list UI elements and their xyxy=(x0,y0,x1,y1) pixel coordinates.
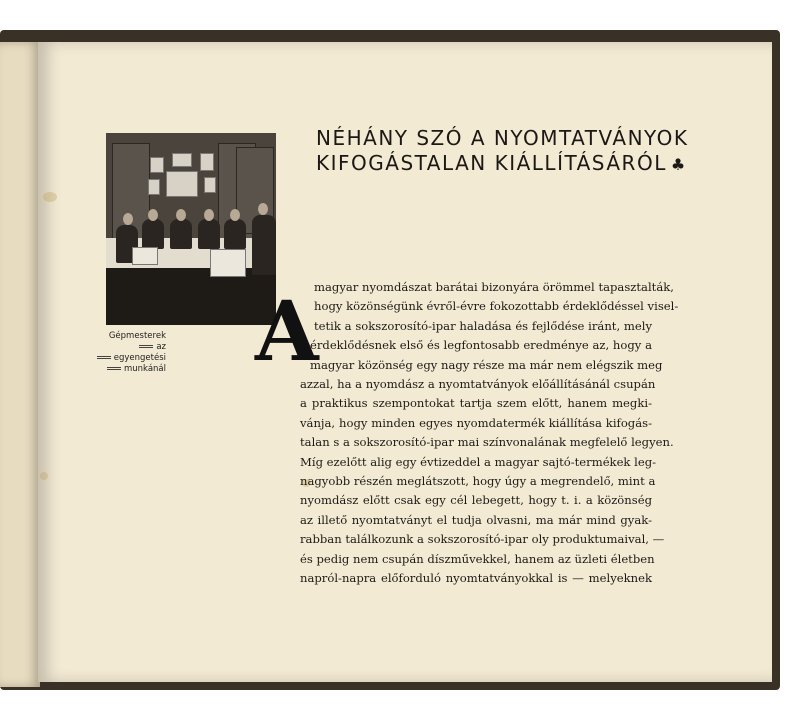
text-line: hogy közönségünk évről-évre fokozottabb érdeklődéssel visel- xyxy=(314,299,679,314)
drop-cap: A xyxy=(255,284,319,380)
text-line: és pedig nem csupán díszművekkel, hanem az üzleti életben xyxy=(300,551,655,566)
caption-line-2: az xyxy=(86,342,166,353)
text-line: tetik a sokszorosító-ipar haladása és fejlődése iránt, mely xyxy=(314,318,652,333)
left-page xyxy=(0,42,40,687)
caption-line-1: Gépmesterek xyxy=(108,331,166,341)
caption-line-3: egyengetési xyxy=(86,353,166,364)
text-line: a praktikus szempontokat tartja szem előtt, hanem megki- xyxy=(300,396,652,411)
text-line: magyar nyomdászat barátai bizonyára örömmel tapasztalták, xyxy=(314,280,674,294)
text-line: azzal, ha a nyomdász a nyomtatványok előállításánál csupán xyxy=(300,377,656,392)
photo-caption xyxy=(86,331,166,375)
text-line: talan s a sokszorosító-ipar mai színvonalának megfelelő legyen. xyxy=(300,435,674,450)
club-ornament-icon: ♣ xyxy=(670,155,687,174)
text-line: napról-napra előforduló nyomtatványokkal is — melyeknek xyxy=(300,571,652,586)
page-title xyxy=(316,126,689,177)
body-paragraph xyxy=(300,278,679,589)
text-line: érdeklődésnek első és legfontosabb eredménye az, hogy a xyxy=(310,338,652,353)
text-line: az illető nyomtatványt el tudja olvasni, ma már mind gyak- xyxy=(300,512,652,527)
text-line: nagyobb részén meglátszott, hogy úgy a megrendelő, mint a xyxy=(300,474,656,489)
title-line-2: KIFOGÁSTALAN KIÁLLÍTÁSÁRÓL ♣ xyxy=(316,151,687,175)
text-line: rabban találkozunk a sokszorosító-ipar oly produktumaival, — xyxy=(300,532,665,547)
text-line: magyar közönség egy nagy része ma már nem elégszik meg xyxy=(310,357,663,372)
text-line: Míg ezelőtt alig egy évtizeddel a magyar sajtó-termékek leg- xyxy=(300,454,657,469)
workshop-photo xyxy=(106,133,276,325)
text-line: vánja, hogy minden egyes nyomdatermék kiállítása kifogás- xyxy=(300,415,652,430)
title-line-1: NÉHÁNY SZÓ A NYOMTATVÁNYOK xyxy=(316,126,689,150)
text-line: nyomdász előtt csak egy cél lebegett, hogy t. i. a közönség xyxy=(300,493,652,508)
caption-line-4: munkánál xyxy=(86,364,166,375)
